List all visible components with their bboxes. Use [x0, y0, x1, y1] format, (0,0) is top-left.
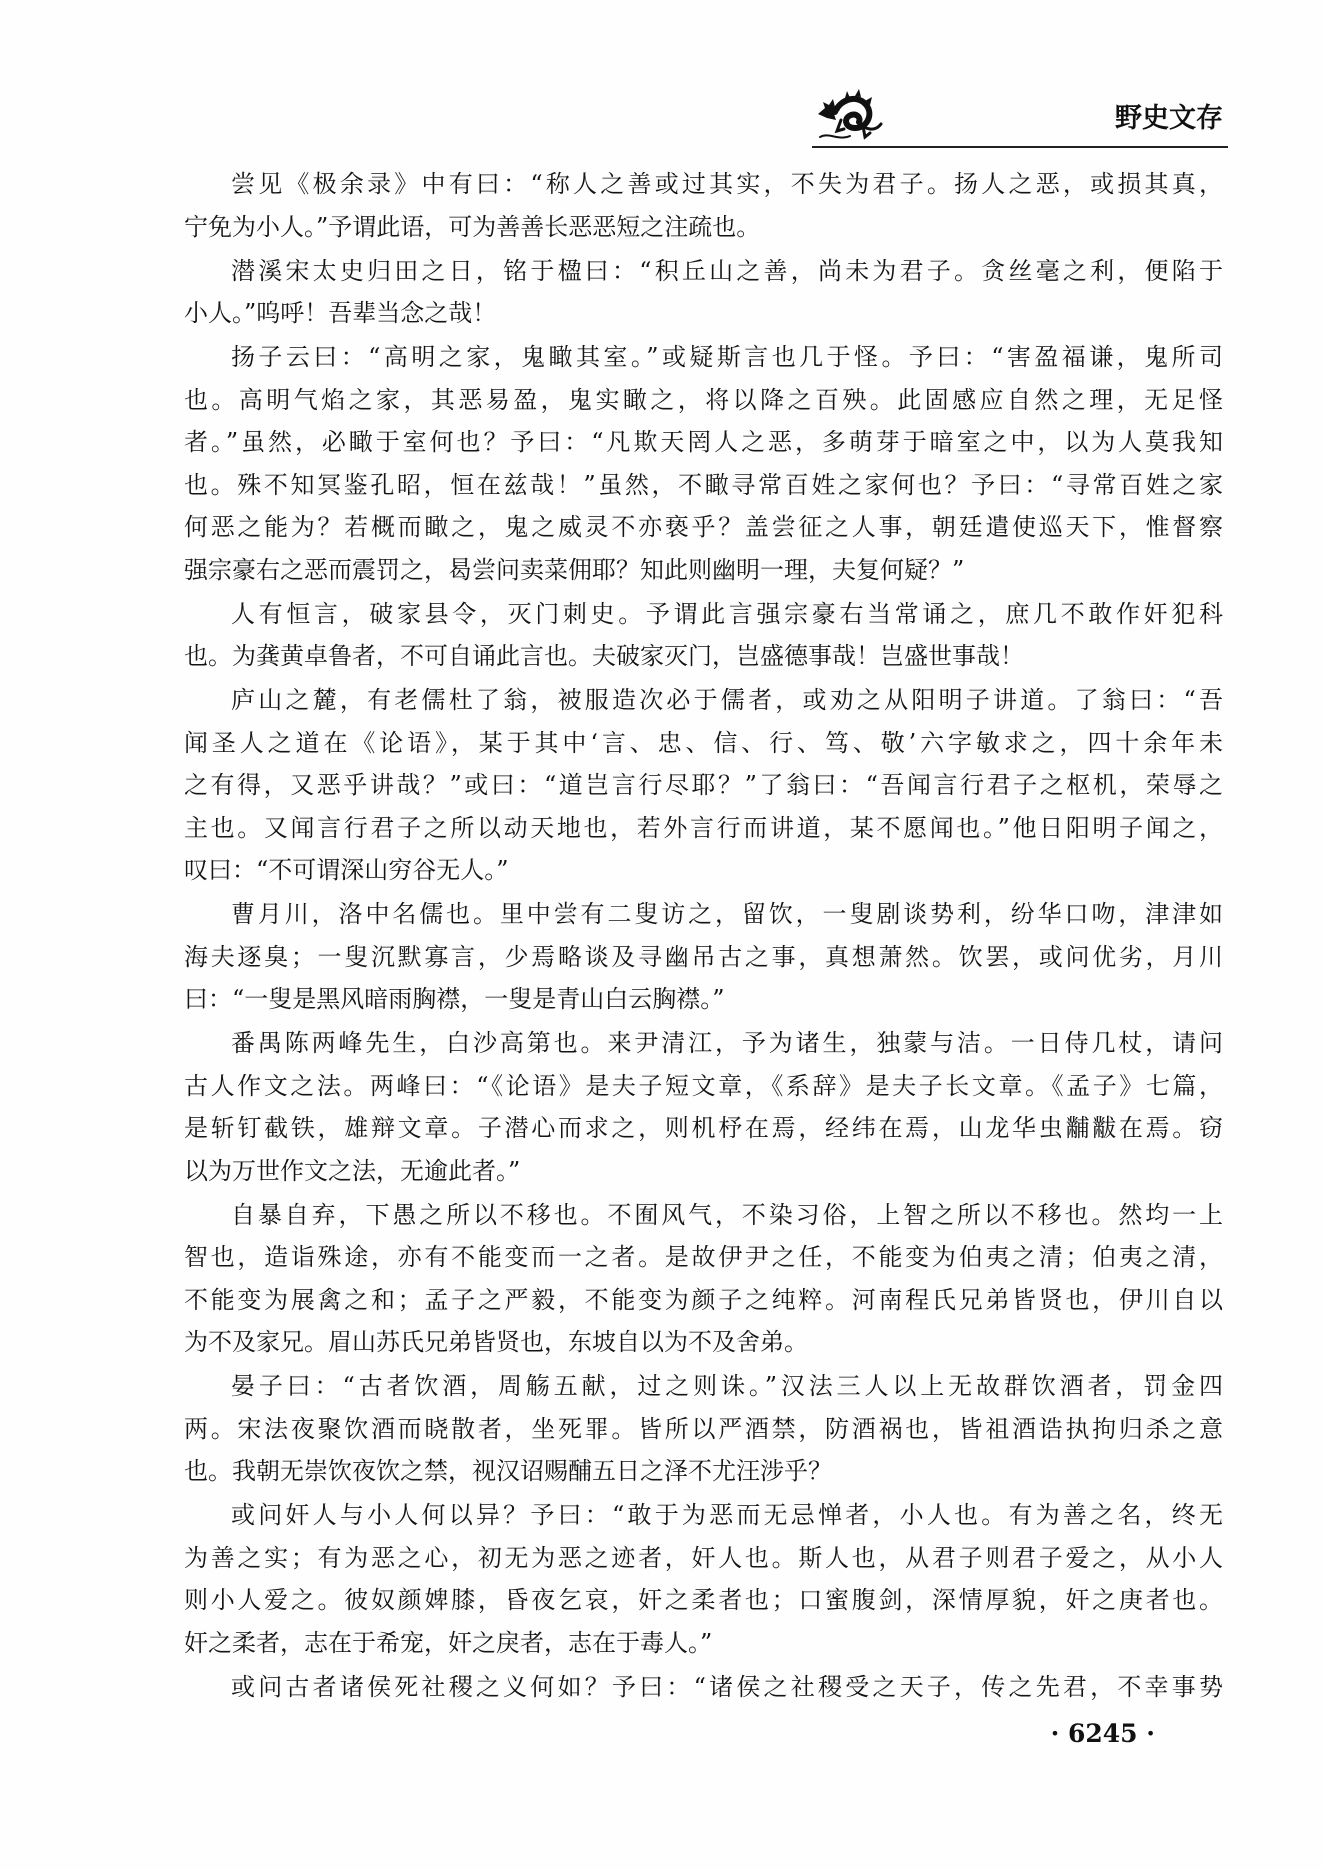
- paragraph: [184, 250, 1223, 335]
- text-line: 以为万世作文之法，无逾此者。”: [184, 1156, 521, 1185]
- text-line: 不能变为展禽之和；孟子之严毅，不能变为颜子之纯粹。河南程氏兄弟皆贤也，伊川自以: [184, 1285, 1223, 1314]
- text-line: 为善之实；有为恶之心，初无为恶之迹者，奸人也。斯人也，从君子则君子爱之，从小人: [184, 1543, 1223, 1572]
- text-line: 主也。又闻言行君子之所以动天地也，若外言行而讲道，某不愿闻也。”他日阳明子闻之，: [184, 813, 1223, 842]
- text-line: 也。高明气焰之家，其恶易盈，鬼实瞰之，将以降之百殃。此固感应自然之理，无足怪: [184, 385, 1223, 414]
- paragraph: [184, 1494, 1223, 1664]
- paragraph: [184, 1666, 1223, 1709]
- text-line: 小人。”呜呼！吾辈当念之哉！: [184, 299, 497, 327]
- text-line: 扬子云曰：“高明之家，鬼瞰其室。”或疑斯言也几于怪。予曰：“害盈福谦，鬼所司: [231, 343, 1223, 371]
- dragon-logo-icon: [815, 84, 883, 144]
- text-line: 为不及家兄。眉山苏氏兄弟皆贤也，东坡自以为不及舍弟。: [184, 1328, 808, 1356]
- text-line: 之有得，又恶乎讲哉？”或曰：“道岂言行尽耶？”了翁曰：“吾闻言行君子之枢机，荣辱之: [184, 771, 1223, 799]
- text-line: 两。宋法夜聚饮酒而晓散者，坐死罪。皆所以严酒禁，防酒祸也，皆祖酒诰执拘归杀之意: [184, 1414, 1223, 1443]
- text-line: 闻圣人之道在《论语》，某于其中‘言、忠、信、行、笃、敬’六字敏求之，四十余年未: [184, 728, 1223, 757]
- paragraph: [184, 1022, 1223, 1192]
- text-line: 海夫逐臭；一叟沉默寡言，少焉略谈及寻幽吊古之事，真想萧然。饮罢，或问优劣，月川: [184, 942, 1223, 971]
- paragraph: [184, 679, 1223, 892]
- text-line: 奸之柔者，志在于希宠，奸之戾者，志在于毒人。”: [184, 1628, 713, 1657]
- text-line: 人有恒言，破家县令，灭门刺史。予谓此言强宗豪右当常诵之，庶几不敢作奸犯科: [231, 599, 1223, 628]
- text-line: 则小人爱之。彼奴颜婢膝，昏夜乞哀，奸之柔者也；口蜜腹剑，深情厚貌，奸之庚者也。: [184, 1586, 1223, 1614]
- paragraph: [184, 593, 1223, 678]
- paragraph: [184, 1194, 1223, 1364]
- text-line: 晏子曰：“古者饮酒，周觞五献，过之则诛。”汉法三人以上无故群饮酒者，罚金四: [231, 1372, 1223, 1400]
- paragraph: [184, 1365, 1223, 1493]
- text-line: 或问古者诸侯死社稷之义何如？予曰：“诸侯之社稷受之天子，传之先君，不幸事势: [231, 1672, 1223, 1701]
- text-line: 宁免为小人。”予谓此语，可为善善长恶恶短之注疏也。: [184, 212, 761, 241]
- text-line: 或问奸人与小人何以异？予曰：“敢于为恶而无忌惮者，小人也。有为善之名，终无: [231, 1501, 1223, 1529]
- body-text: [184, 163, 1223, 1708]
- text-line: 也。殊不知冥鉴孔昭，恒在兹哉！”虽然，不瞰寻常百姓之家何也？予曰：“寻常百姓之家: [184, 470, 1223, 499]
- paragraph: [184, 893, 1223, 1021]
- text-line: 智也，造诣殊途，亦有不能变而一之者。是故伊尹之任，不能变为伯夷之清；伯夷之清，: [184, 1243, 1223, 1271]
- text-line: 强宗豪右之恶而震罚之，曷尝问卖菜佣耶？知此则幽明一理，夫复何疑？”: [184, 555, 965, 584]
- text-line: 叹曰：“不可谓深山穷谷无人。”: [184, 856, 509, 884]
- text-line: 曰：“一叟是黑风暗雨胸襟，一叟是青山白云胸襟。”: [184, 985, 725, 1013]
- text-line: 番禺陈两峰先生，白沙高第也。来尹清江，予为诸生，独蒙与洁。一日侍几杖，请问: [231, 1029, 1223, 1057]
- running-header-title: 野史文存: [1115, 103, 1223, 134]
- text-line: 潜溪宋太史归田之日，铭于楹曰：“积丘山之善，尚未为君子。贪丝毫之利，便陷于: [231, 256, 1223, 285]
- paragraph: [184, 163, 1223, 248]
- text-line: 何恶之能为？若概而瞰之，鬼之威灵不亦亵乎？盖尝征之人事，朝廷遣使巡天下，惟督察: [184, 513, 1223, 541]
- text-line: 曹月川，洛中名儒也。里中尝有二叟访之，留饮，一叟剧谈势利，纷华口吻，津津如: [231, 900, 1223, 928]
- text-line: 尝见《极余录》中有曰：“称人之善或过其实，不失为君子。扬人之恶，或损其真，: [231, 170, 1223, 198]
- header-rule: [812, 146, 1228, 148]
- text-line: 者。”虽然，必瞰于室何也？予曰：“凡欺天罔人之恶，多萌芽于暗室之中，以为人莫我知: [184, 428, 1223, 456]
- text-line: 是斩钉截铁，雄辩文章。子潜心而求之，则机杼在焉，经纬在焉，山龙华虫黼黻在焉。窃: [184, 1114, 1223, 1142]
- text-line: 也。我朝无崇饮夜饮之禁，视汉诏赐酺五日之泽不尤汪涉乎？: [184, 1457, 832, 1485]
- page-number: · 6245 ·: [1050, 1719, 1155, 1748]
- text-line: 也。为龚黄卓鲁者，不可自诵此言也。夫破家灭门，岂盛德事哉！岂盛世事哉！: [184, 642, 1024, 670]
- text-line: 古人作文之法。两峰曰：“《论语》是夫子短文章，《系辞》是夫子长文章。《孟子》七篇，: [184, 1071, 1223, 1100]
- text-line: 庐山之麓，有老儒杜了翁，被服造次必于儒者，或劝之从阳明子讲道。了翁曰：“吾: [231, 686, 1223, 714]
- paragraph: [184, 336, 1223, 591]
- text-line: 自暴自弃，下愚之所以不移也。不囿风气，不染习俗，上智之所以不移也。然均一上: [231, 1200, 1223, 1229]
